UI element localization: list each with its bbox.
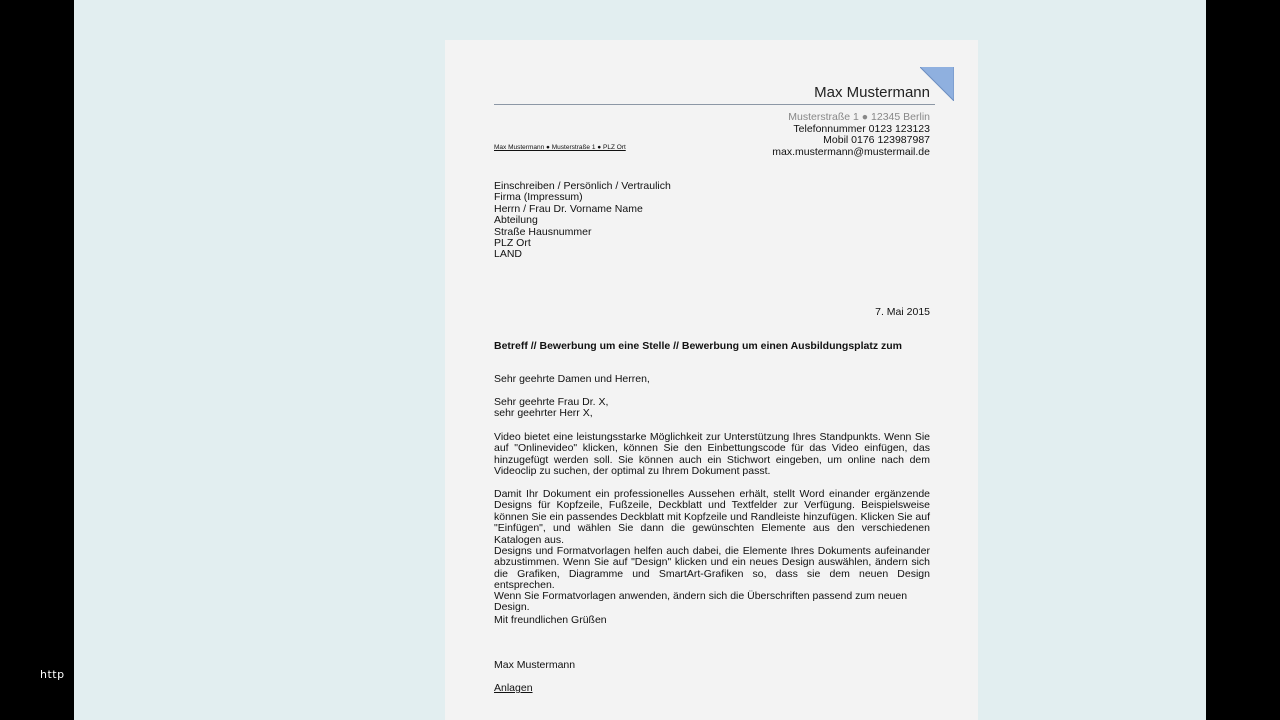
salutation-alternative [494, 397, 930, 420]
contact-address: Musterstraße 1 ● 12345 Berlin [788, 111, 930, 123]
document-viewer [74, 0, 1206, 720]
attachments-label: Anlagen [494, 682, 533, 694]
recipient-line: Firma (Impressum) [494, 191, 583, 204]
letterbox-left [0, 0, 74, 720]
signature-name: Max Mustermann [494, 659, 576, 671]
letter-page [445, 40, 978, 720]
return-address-line: Max Mustermann ● Musterstraße 1 ● PLZ Ort [494, 144, 626, 151]
sender-name-heading: Max Mustermann [814, 84, 930, 101]
subject-line: Betreff // Bewerbung um eine Stelle // Bewerbung um einen Ausbildungsplatz zum [494, 340, 902, 352]
closing-phrase: Mit freundlichen Grüßen [494, 614, 607, 626]
contact-phone: Telefonnummer 0123 123123 [793, 122, 930, 135]
letter-date: 7. Mai 2015 [875, 306, 930, 318]
contact-mobile: Mobil 0176 123987987 [823, 134, 930, 146]
contact-email: max.mustermann@mustermail.de [772, 145, 930, 158]
body-paragraph: Damit Ihr Dokument ein professionelles Aussehen erhält, stellt Word einander ergänzende Designs für Kopfzeile, Fußzeile, Deckblatt und Textfelder zur Verfügung. Beispielsweise können Sie ein passendes Deckblatt mit Kopfzeile und Randleiste hinzufügen. Klicken Sie auf "Einfügen", und wählen Sie dann die gewünschten Elemente aus den verschiedenen Katalogen aus. [494, 488, 930, 546]
recipient-line: Abteilung [494, 214, 538, 227]
salutation-alt-line: sehr geehrter Herr X, [494, 407, 593, 420]
recipient-line: LAND [494, 248, 523, 261]
header-divider [494, 104, 935, 105]
letterbox-right [1206, 0, 1280, 720]
recipient-line: PLZ Ort [494, 237, 531, 250]
watermark-text: http [40, 668, 65, 681]
body-paragraph: Wenn Sie Formatvorlagen anwenden, ändern sich die Überschriften passend zum neuen Design. [494, 590, 908, 614]
body-paragraph: Video bietet eine leistungsstarke Möglichkeit zur Unterstützung Ihres Standpunkts. Wenn Sie auf "Onlinevideo" klicken, können Sie den Einbettungscode für das Video einfügen, das hinzugefügt werden soll. Sie können auch ein Stichwort eingeben, um online nach dem Videoclip zu suchen, der optimal zu Ihrem Dokument passt. [494, 431, 930, 478]
recipient-line: Herrn / Frau Dr. Vorname Name [494, 202, 643, 215]
recipient-line: Straße Hausnummer [494, 225, 592, 238]
salutation: Sehr geehrte Damen und Herren, [494, 373, 650, 385]
recipient-block [494, 181, 671, 261]
recipient-line: Einschreiben / Persönlich / Vertraulich [494, 180, 671, 192]
salutation-alt-line: Sehr geehrte Frau Dr. X, [494, 396, 609, 408]
body-paragraph: Designs und Formatvorlagen helfen auch dabei, die Elemente Ihres Dokuments aufeinander abzustimmen. Wenn Sie auf "Design" klicken und ein neues Design auswählen, ändern sich die Grafiken, Diagramme und SmartArt-Grafiken so, dass sie dem neuen Design entsprechen. [494, 545, 930, 592]
contact-block [772, 112, 930, 158]
